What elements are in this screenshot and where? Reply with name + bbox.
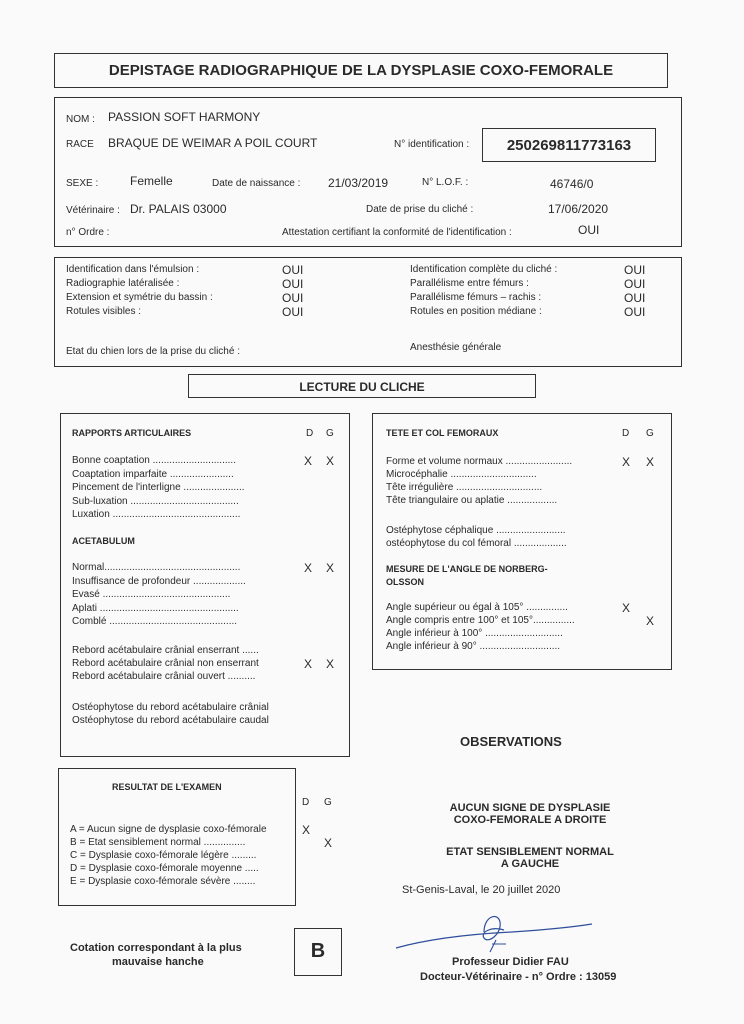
- quality-left-label: Extension et symétrie du bassin :: [66, 292, 213, 303]
- rapports-d-header: D: [306, 428, 314, 439]
- race-label: RACE: [66, 139, 94, 150]
- acetabulum-row-d-mark: X: [304, 561, 313, 575]
- attestation-value: OUI: [578, 223, 600, 237]
- rapports-row-label: Luxation ..............................................: [72, 509, 241, 520]
- lof-label: N° L.O.F. :: [422, 177, 469, 188]
- vet-label: Vétérinaire :: [66, 205, 120, 216]
- rapports-row-label: Bonne coaptation ..............................: [72, 455, 236, 466]
- observation-line-3: ETAT SENSIBLEMENT NORMAL: [446, 846, 614, 858]
- resultat-d-header: D: [302, 797, 310, 808]
- dob-label: Date de naissance :: [212, 178, 301, 189]
- quality-right-label: Identification complète du cliché :: [410, 264, 558, 275]
- quality-left-label: Radiographie latéralisée :: [66, 278, 180, 289]
- acetabulum-row-label: Aplati ..................................................: [72, 602, 239, 614]
- rapports-g-header: G: [326, 428, 334, 439]
- rebord-row-label: Rebord acétabulaire crânial enserrant ......: [72, 645, 259, 656]
- resultat-row-label: B = Etat sensiblement normal ...............: [70, 837, 246, 848]
- tete-osteophytose: Ostéphytose céphalique .........................: [386, 525, 566, 536]
- observation-line-2: COXO-FEMORALE A DROITE: [453, 814, 607, 826]
- quality-right-value: OUI: [624, 263, 646, 277]
- quality-right-value: OUI: [624, 305, 646, 319]
- observation-line-4: A GAUCHE: [500, 858, 560, 870]
- signer-name: Professeur Didier FAU: [452, 956, 569, 968]
- acetabulum-row-label: Evasé ..............................................: [72, 589, 231, 600]
- lecture-box: [188, 374, 536, 398]
- angle-row-label: Angle compris entre 100° et 105°...............: [386, 615, 575, 626]
- etat-value: Anesthésie générale: [410, 342, 502, 353]
- tete-osteophytose: ostéophytose du col fémoral ...................: [386, 538, 567, 549]
- tete-heading: TETE ET COL FEMORAUX: [386, 428, 499, 438]
- identification-number: 250269811773163: [506, 137, 632, 154]
- tete-d-header: D: [622, 428, 630, 439]
- tete-row-label: Tête triangulaire ou aplatie ..................: [386, 495, 558, 506]
- observation-line-1: AUCUN SIGNE DE DYSPLASIE: [449, 802, 611, 814]
- page-title: DEPISTAGE RADIOGRAPHIQUE DE LA DYSPLASIE COXO-FEMORALE: [108, 62, 614, 79]
- angle-row-label: Angle inférieur à 90° .............................: [386, 641, 561, 652]
- resultat-g-header: G: [324, 797, 332, 808]
- ordre-label: n° Ordre :: [66, 227, 110, 238]
- quality-left-value: OUI: [282, 263, 304, 277]
- signer-title: Docteur-Vétérinaire - n° Ordre : 13059: [420, 971, 617, 983]
- resultat-row-g-mark: X: [324, 836, 333, 850]
- quality-right-value: OUI: [624, 291, 646, 305]
- resultat-row-d-mark: X: [302, 823, 311, 837]
- acetabulum-row-label: Normal.................................................: [72, 562, 241, 573]
- rapports-row-label: Pincement de l'interligne ......................: [72, 482, 245, 493]
- acetabulum-row-label: Insuffisance de profondeur ...................: [72, 575, 246, 587]
- quality-right-label: Rotules en position médiane :: [410, 306, 542, 317]
- attestation-label: Attestation certifiant la conformité de l'identification :: [282, 227, 512, 238]
- resultat-heading: RESULTAT DE L'EXAMEN: [112, 782, 222, 792]
- acetabulum-osteophytose: Ostéophytose du rebord acétabulaire caudal: [72, 715, 269, 726]
- resultat-row-label: D = Dysplasie coxo-fémorale moyenne .....: [70, 863, 259, 874]
- nom-value: PASSION SOFT HARMONY: [108, 110, 261, 124]
- acetabulum-row-g-mark: X: [326, 561, 335, 575]
- angle-row-d-mark: X: [622, 601, 631, 615]
- observations-heading: OBSERVATIONS: [460, 734, 562, 749]
- title-box: [54, 53, 668, 88]
- rebord-row-label: Rebord acétabulaire crânial non enserrant: [72, 658, 259, 669]
- race-value: BRAQUE DE WEIMAR A POIL COURT: [108, 136, 318, 150]
- tete-g-header: G: [646, 428, 654, 439]
- nom-label: NOM :: [66, 114, 95, 125]
- resultat-row-label: A = Aucun signe de dysplasie coxo-fémorale: [70, 824, 267, 835]
- lof-value: 46746/0: [550, 177, 594, 191]
- place-date: St-Genis-Laval, le 20 juillet 2020: [402, 884, 561, 896]
- quality-left-label: Identification dans l'émulsion :: [66, 264, 200, 275]
- angle-row-label: Angle inférieur à 100° ............................: [386, 628, 563, 639]
- quality-left-value: OUI: [282, 277, 304, 291]
- angle-row-g-mark: X: [646, 614, 655, 628]
- identification-number-box: [482, 128, 656, 162]
- etat-label: Etat du chien lors de la prise du cliché :: [66, 346, 240, 357]
- norberg-heading-1: MESURE DE L'ANGLE DE NORBERG-: [386, 564, 548, 574]
- angle-row-label: Angle supérieur ou égal à 105° ...............: [386, 602, 568, 613]
- cotation-label-1: Cotation correspondant à la plus: [70, 942, 242, 954]
- sexe-label: SEXE :: [66, 178, 99, 189]
- lecture-title: LECTURE DU CLICHE: [299, 380, 425, 394]
- rebord-row-d-mark: X: [304, 657, 313, 671]
- quality-right-label: Parallélisme fémurs – rachis :: [410, 292, 542, 303]
- rapports-row-label: Sub-luxation .......................................: [72, 495, 239, 507]
- vet-value: Dr. PALAIS 03000: [130, 202, 227, 216]
- cotation-grade: B: [310, 940, 326, 962]
- rapports-row-g-mark: X: [326, 454, 335, 468]
- acetabulum-row-label: Comblé ..............................................: [72, 616, 238, 627]
- resultat-row-label: C = Dysplasie coxo-fémorale légère .........: [70, 850, 257, 861]
- cotation-label-2: mauvaise hanche: [112, 956, 204, 968]
- date-cliche-value: 17/06/2020: [548, 202, 609, 216]
- tete-row-label: Microcéphalie ...............................: [386, 469, 537, 480]
- resultat-row-label: E = Dysplasie coxo-fémorale sévère ........: [70, 876, 256, 887]
- date-cliche-label: Date de prise du cliché :: [366, 204, 474, 215]
- rebord-row-label: Rebord acétabulaire crânial ouvert ..........: [72, 671, 256, 682]
- quality-right-label: Parallélisme entre fémurs :: [410, 278, 529, 289]
- quality-left-value: OUI: [282, 305, 304, 319]
- tete-row-label: Forme et volume normaux ........................: [386, 456, 573, 467]
- tete-row-label: Tête irrégulière ...............................: [386, 482, 543, 493]
- cotation-grade-box: [294, 928, 342, 976]
- quality-right-value: OUI: [624, 277, 646, 291]
- quality-left-value: OUI: [282, 291, 304, 305]
- tete-row-g-mark: X: [646, 455, 655, 469]
- signature-image: [392, 908, 612, 956]
- rapports-heading: RAPPORTS ARTICULAIRES: [72, 428, 192, 438]
- quality-left-label: Rotules visibles :: [66, 306, 142, 317]
- dob-value: 21/03/2019: [328, 176, 389, 190]
- identification-label: N° identification :: [394, 139, 470, 150]
- sexe-value: Femelle: [130, 174, 173, 188]
- acetabulum-osteophytose: Ostéophytose du rebord acétabulaire crânial: [72, 702, 269, 713]
- norberg-heading-2: OLSSON: [386, 577, 425, 587]
- rapports-row-d-mark: X: [304, 454, 313, 468]
- acetabulum-heading: ACETABULUM: [72, 536, 135, 546]
- rebord-row-g-mark: X: [326, 657, 335, 671]
- rapports-row-label: Coaptation imparfaite .......................: [72, 468, 234, 480]
- tete-row-d-mark: X: [622, 455, 631, 469]
